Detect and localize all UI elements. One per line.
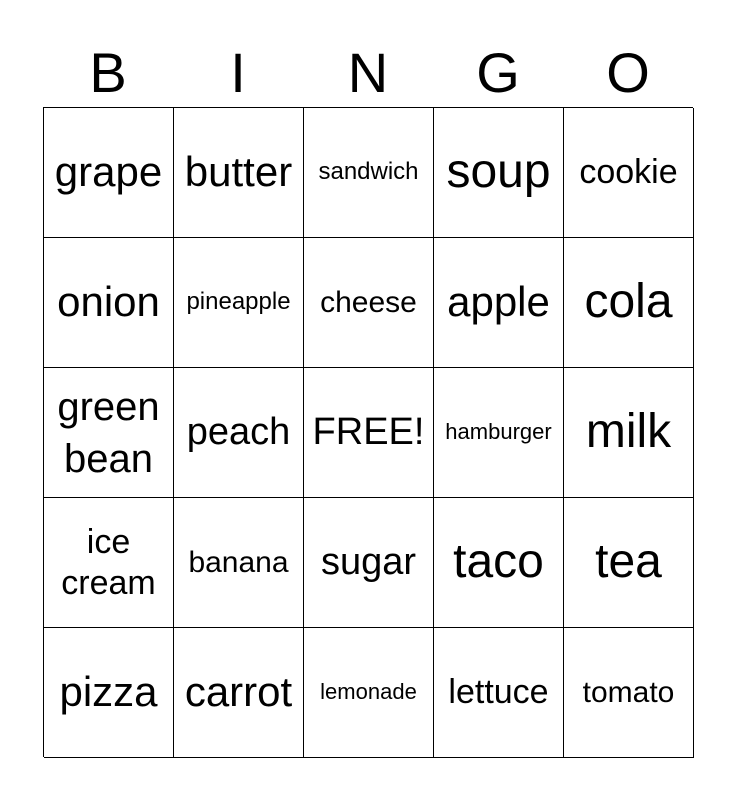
bingo-cell[interactable]	[434, 368, 564, 498]
cell-label: hamburger	[445, 419, 552, 445]
bingo-cell[interactable]	[44, 108, 174, 238]
bingo-header	[43, 40, 693, 106]
cell-label: grape	[54, 148, 163, 196]
bingo-cell[interactable]	[304, 628, 434, 758]
cell-label: milk	[585, 405, 672, 459]
cell-label: sandwich	[318, 158, 419, 186]
bingo-cell[interactable]	[44, 628, 174, 758]
bingo-cell[interactable]	[564, 108, 694, 238]
cell-label: cookie	[579, 153, 678, 192]
free-space-cell[interactable]	[304, 368, 434, 498]
bingo-cell[interactable]	[174, 238, 304, 368]
cell-label: lettuce	[448, 673, 549, 712]
bingo-cell[interactable]	[44, 238, 174, 368]
bingo-cell[interactable]	[304, 108, 434, 238]
bingo-cell[interactable]	[174, 498, 304, 628]
bingo-cell[interactable]	[434, 628, 564, 758]
bingo-cell[interactable]	[304, 238, 434, 368]
bingo-cell[interactable]	[434, 498, 564, 628]
bingo-cell[interactable]	[434, 108, 564, 238]
cell-label: cheese	[320, 285, 417, 319]
bingo-cell[interactable]	[304, 498, 434, 628]
bingo-cell[interactable]	[174, 108, 304, 238]
cell-label: green bean	[57, 384, 160, 481]
cell-label: butter	[184, 148, 293, 196]
header-letter-o: O	[606, 41, 650, 104]
cell-label: banana	[188, 545, 289, 579]
header-letter-i: I	[230, 41, 246, 104]
header-letter-b: B	[89, 41, 127, 104]
bingo-cell[interactable]	[434, 238, 564, 368]
bingo-cell[interactable]	[564, 368, 694, 498]
cell-label: tomato	[582, 675, 675, 709]
bingo-cell[interactable]	[174, 368, 304, 498]
header-letter-n: N	[347, 41, 389, 104]
cell-label: onion	[57, 278, 160, 326]
cell-label: peach	[186, 410, 291, 453]
cell-label: pizza	[59, 668, 158, 716]
bingo-cell[interactable]	[44, 368, 174, 498]
cell-label: ice cream	[61, 522, 156, 602]
cell-label: carrot	[184, 668, 293, 716]
bingo-cell[interactable]	[564, 628, 694, 758]
bingo-cell[interactable]	[564, 498, 694, 628]
cell-label: apple	[447, 278, 550, 326]
cell-label: soup	[446, 145, 551, 199]
bingo-board	[43, 107, 693, 757]
cell-label: sugar	[320, 540, 417, 583]
header-letter-g: G	[476, 41, 520, 104]
cell-label: taco	[453, 535, 544, 589]
cell-label: pineapple	[186, 288, 291, 316]
cell-label: cola	[584, 275, 673, 329]
bingo-cell[interactable]	[174, 628, 304, 758]
cell-label: tea	[595, 535, 662, 589]
bingo-cell[interactable]	[564, 238, 694, 368]
cell-label: lemonade	[320, 679, 417, 705]
bingo-cell[interactable]	[44, 498, 174, 628]
free-space-label: FREE!	[312, 410, 425, 453]
